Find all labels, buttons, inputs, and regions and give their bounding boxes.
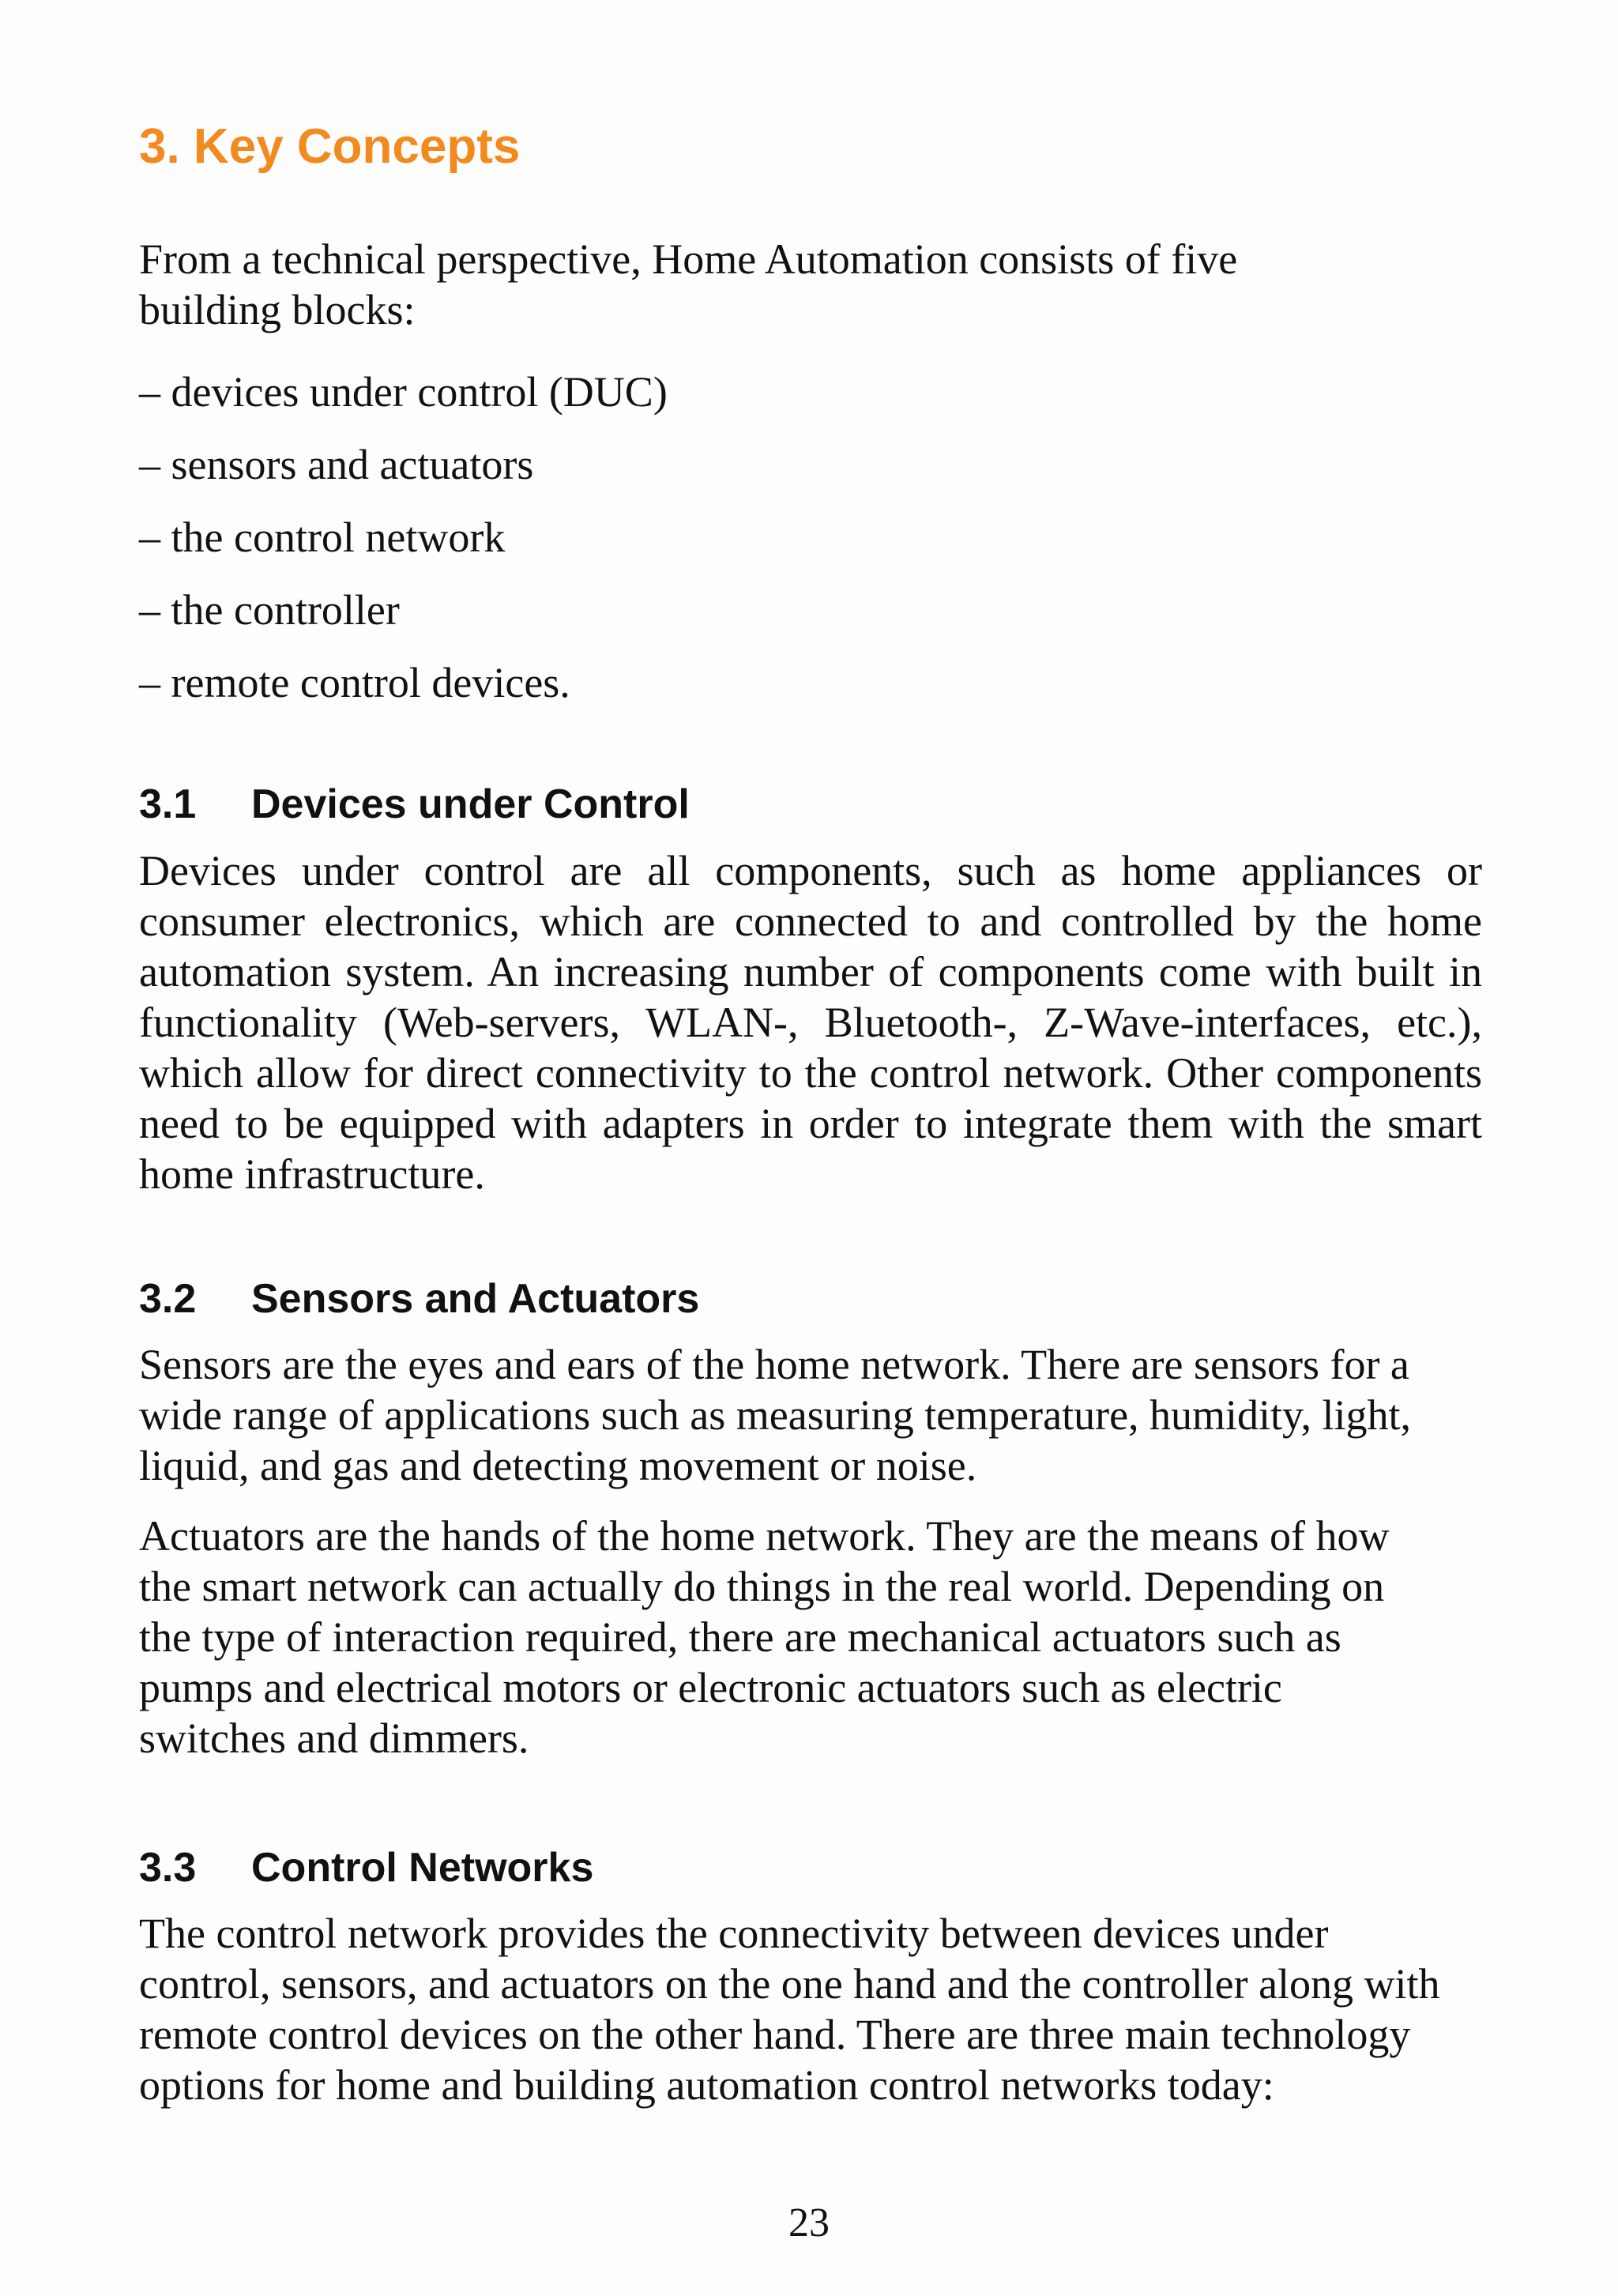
section-title: Sensors and Actuators [251,1276,700,1322]
intro-paragraph: From a technical perspective, Home Automation consists of five building blocks: [139,235,1238,333]
section-title: Control Networks [251,1845,594,1891]
list-item: – the control network [139,514,506,561]
list-item: – remote control devices. [139,659,570,706]
list-item: – devices under control (DUC) [139,368,668,416]
list-item: – the controller [139,586,400,634]
list-item: – sensors and actuators [139,441,534,488]
section-heading [139,1842,593,1893]
section-paragraph: Devices under control are all components, such as home appliances or consumer electronics, which are connected to and controlled by the home automation system. An increasing number of components come with built in functionality (Web-servers, WLAN-, Bluetooth-, Z-Wave-interfaces, etc.), which allow for direct connectivity to the control network. Other components need to be equipped with adapters in order to integrate them with the smart home infrastructure. [139,847,1482,1198]
section-heading [139,779,690,830]
chapter-title: 3. Key Concepts [139,119,521,174]
section-number: 3.3 [139,1845,197,1891]
section-paragraph: Actuators are the hands of the home network. They are the means of how the smart network can actually do things in the real world. Depending on the type of interaction required, there are mechanical actuators such as pumps and electrical motors or electronic actuators such as electric switches and dimmers. [139,1512,1390,1762]
section-number: 3.1 [139,781,197,827]
section-title: Devices under Control [251,781,690,827]
section-paragraph: The control network provides the connectivity between devices under control, sensors, and actuators on the one hand and the controller along with remote control devices on the other hand. There are three main technology options for home and building automation control networks today: [139,1910,1440,2109]
page-number: 23 [788,2200,830,2245]
section-number: 3.2 [139,1276,197,1322]
section-heading [139,1274,699,1324]
section-paragraph: Sensors are the eyes and ears of the home network. There are sensors for a wide range of applications such as measuring temperature, humidity, light, liquid, and gas and detecting movement or noise. [139,1341,1412,1489]
